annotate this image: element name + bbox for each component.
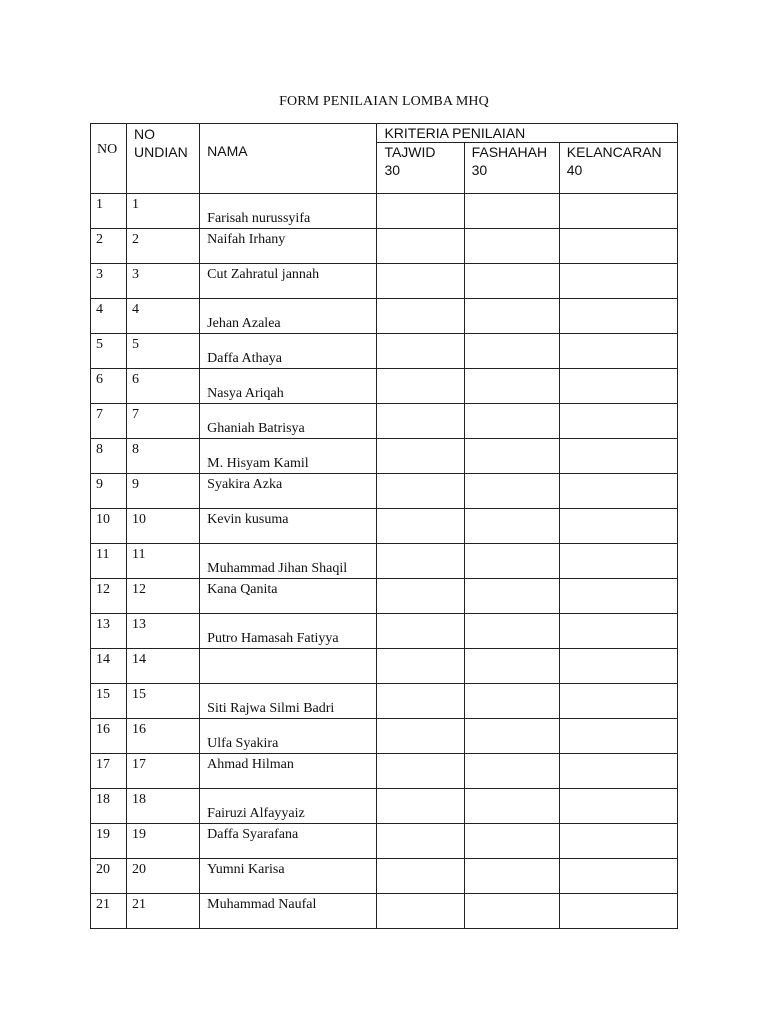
row-nama-cell [200, 719, 377, 754]
row-nama-cell [200, 439, 377, 474]
row-undian: 1 [132, 197, 140, 212]
row-undian: 7 [132, 407, 140, 422]
row-no: 21 [96, 897, 110, 912]
page-title: FORM PENILAIAN LOMBA MHQ [279, 94, 489, 109]
row-nama: Putro Hamasah Fatiyya [207, 631, 339, 646]
score-cell-tajwid[interactable] [377, 824, 464, 859]
row-undian-cell [127, 369, 200, 404]
row-undian: 12 [132, 582, 147, 597]
header-no [91, 124, 127, 194]
header-nama [200, 124, 377, 194]
score-cell-fashahah[interactable] [464, 334, 559, 369]
row-undian-cell [127, 579, 200, 614]
score-cell-tajwid[interactable] [377, 649, 464, 684]
row-no: 8 [96, 442, 103, 457]
header-fashahah-max: 30 [471, 162, 488, 178]
table-row [91, 614, 678, 649]
table-row [91, 334, 678, 369]
row-no: 11 [96, 547, 110, 562]
score-cell-fashahah[interactable] [464, 474, 559, 509]
score-cell-kelancaran[interactable] [559, 334, 677, 369]
row-no-cell [91, 544, 127, 579]
row-no: 18 [96, 792, 110, 807]
row-nama-cell [200, 264, 377, 299]
header-kelancaran-max: 40 [566, 162, 583, 178]
row-nama: Cut Zahratul jannah [207, 267, 320, 282]
header-fashahah [464, 143, 559, 194]
score-cell-fashahah[interactable] [464, 509, 559, 544]
row-undian: 21 [132, 897, 147, 912]
row-undian-cell [127, 859, 200, 894]
row-no-cell [91, 894, 127, 929]
header-kelancaran [559, 143, 677, 194]
table-row [91, 894, 678, 929]
score-cell-kelancaran[interactable] [559, 754, 677, 789]
row-nama: Farisah nurussyifa [207, 211, 311, 226]
row-nama-cell [200, 404, 377, 439]
row-nama-cell [200, 334, 377, 369]
score-cell-tajwid[interactable] [377, 334, 464, 369]
row-nama: Nasya Ariqah [207, 386, 284, 401]
table-body [91, 194, 678, 929]
row-nama: Ahmad Hilman [207, 757, 294, 772]
score-cell-kelancaran[interactable] [559, 684, 677, 719]
score-cell-tajwid[interactable] [377, 614, 464, 649]
row-nama-cell [200, 754, 377, 789]
score-cell-fashahah[interactable] [464, 229, 559, 264]
score-cell-kelancaran[interactable] [559, 509, 677, 544]
row-no: 19 [96, 827, 110, 842]
score-cell-kelancaran[interactable] [559, 264, 677, 299]
row-no: 7 [96, 407, 103, 422]
score-cell-kelancaran[interactable] [559, 544, 677, 579]
score-cell-fashahah[interactable] [464, 579, 559, 614]
row-no-cell [91, 474, 127, 509]
score-cell-tajwid[interactable] [377, 579, 464, 614]
row-undian-cell [127, 404, 200, 439]
table-row [91, 229, 678, 264]
score-cell-kelancaran[interactable] [559, 474, 677, 509]
score-cell-kelancaran[interactable] [559, 614, 677, 649]
row-no: 2 [96, 232, 103, 247]
row-no-cell [91, 264, 127, 299]
header-tajwid-label: TAJWID [384, 144, 436, 160]
header-kriteria [377, 124, 678, 143]
row-undian: 3 [132, 267, 140, 282]
table-row [91, 859, 678, 894]
row-no-cell [91, 369, 127, 404]
row-no-cell [91, 754, 127, 789]
row-nama: Siti Rajwa Silmi Badri [207, 701, 335, 716]
row-nama: Kevin kusuma [207, 512, 289, 527]
header-kriteria-label: KRITERIA PENILAIAN [384, 125, 526, 141]
score-cell-tajwid[interactable] [377, 229, 464, 264]
row-nama-cell [200, 894, 377, 929]
row-nama-cell [200, 509, 377, 544]
score-cell-fashahah[interactable] [464, 824, 559, 859]
row-no: 4 [96, 302, 103, 317]
row-nama: Fairuzi Alfayyaiz [207, 806, 305, 821]
row-undian-cell [127, 439, 200, 474]
row-undian: 16 [132, 722, 147, 737]
score-cell-fashahah[interactable] [464, 194, 559, 229]
row-nama: Naifah Irhany [207, 232, 286, 247]
score-cell-tajwid[interactable] [377, 789, 464, 824]
row-undian-cell [127, 299, 200, 334]
row-undian: 11 [132, 547, 146, 562]
score-cell-tajwid[interactable] [377, 194, 464, 229]
row-no: 5 [96, 337, 103, 352]
row-undian: 6 [132, 372, 140, 387]
score-cell-tajwid[interactable] [377, 544, 464, 579]
score-cell-fashahah[interactable] [464, 789, 559, 824]
score-cell-kelancaran[interactable] [559, 859, 677, 894]
row-nama-cell [200, 474, 377, 509]
table-row [91, 789, 678, 824]
table-row [91, 579, 678, 614]
table-row [91, 544, 678, 579]
row-nama: Kana Qanita [207, 582, 278, 597]
table-row [91, 299, 678, 334]
row-undian-cell [127, 229, 200, 264]
row-no: 16 [96, 722, 110, 737]
score-cell-fashahah[interactable] [464, 369, 559, 404]
row-nama: Muhammad Naufal [207, 897, 317, 912]
row-undian-cell [127, 719, 200, 754]
table-row [91, 439, 678, 474]
row-undian: 19 [132, 827, 147, 842]
table-row [91, 404, 678, 439]
score-cell-fashahah[interactable] [464, 614, 559, 649]
row-no: 15 [96, 687, 110, 702]
row-undian-cell [127, 544, 200, 579]
row-undian-cell [127, 684, 200, 719]
row-undian: 14 [132, 652, 147, 667]
score-cell-kelancaran[interactable] [559, 649, 677, 684]
row-undian: 10 [132, 512, 147, 527]
row-undian-cell [127, 474, 200, 509]
row-no-cell [91, 439, 127, 474]
row-undian: 5 [132, 337, 140, 352]
row-nama-cell [200, 614, 377, 649]
table-row [91, 684, 678, 719]
row-nama-cell [200, 194, 377, 229]
row-undian: 4 [132, 302, 140, 317]
row-no: 9 [96, 477, 103, 492]
table-row [91, 264, 678, 299]
score-cell-kelancaran[interactable] [559, 299, 677, 334]
row-nama-cell [200, 229, 377, 264]
row-undian: 18 [132, 792, 147, 807]
score-cell-tajwid[interactable] [377, 859, 464, 894]
header-tajwid [377, 143, 464, 194]
row-no: 6 [96, 372, 103, 387]
row-undian: 17 [132, 757, 147, 772]
score-cell-kelancaran[interactable] [559, 439, 677, 474]
row-undian: 2 [132, 232, 140, 247]
score-cell-fashahah[interactable] [464, 894, 559, 929]
score-cell-kelancaran[interactable] [559, 369, 677, 404]
score-cell-tajwid[interactable] [377, 509, 464, 544]
row-nama-cell [200, 789, 377, 824]
row-undian-cell [127, 509, 200, 544]
row-undian-cell [127, 614, 200, 649]
row-undian-cell [127, 824, 200, 859]
row-nama: Ulfa Syakira [207, 736, 279, 751]
row-nama-cell [200, 579, 377, 614]
row-no-cell [91, 614, 127, 649]
row-nama-cell [200, 544, 377, 579]
row-nama: Muhammad Jihan Shaqil [207, 561, 348, 576]
row-no: 17 [96, 757, 110, 772]
score-cell-kelancaran[interactable] [559, 579, 677, 614]
score-cell-tajwid[interactable] [377, 369, 464, 404]
row-nama: M. Hisyam Kamil [207, 456, 309, 471]
score-cell-tajwid[interactable] [377, 404, 464, 439]
row-no-cell [91, 229, 127, 264]
row-no-cell [91, 194, 127, 229]
table-row [91, 194, 678, 229]
score-cell-tajwid[interactable] [377, 439, 464, 474]
row-undian-cell [127, 194, 200, 229]
header-fashahah-label: FASHAHAH [471, 144, 548, 160]
row-no-cell [91, 579, 127, 614]
row-undian: 8 [132, 442, 140, 457]
score-cell-fashahah[interactable] [464, 404, 559, 439]
score-cell-fashahah[interactable] [464, 649, 559, 684]
score-cell-tajwid[interactable] [377, 264, 464, 299]
row-no-cell [91, 824, 127, 859]
row-undian-cell [127, 264, 200, 299]
row-no: 20 [96, 862, 110, 877]
score-cell-kelancaran[interactable] [559, 894, 677, 929]
row-nama: Syakira Azka [207, 477, 283, 492]
table-row [91, 824, 678, 859]
row-no: 13 [96, 617, 110, 632]
row-nama: Jehan Azalea [207, 316, 281, 331]
header-kelancaran-label: KELANCARAN [566, 144, 662, 160]
score-cell-kelancaran[interactable] [559, 824, 677, 859]
score-cell-tajwid[interactable] [377, 299, 464, 334]
row-no: 14 [96, 652, 110, 667]
header-nama-label: NAMA [207, 143, 248, 159]
row-undian-cell [127, 789, 200, 824]
score-table [90, 123, 678, 929]
score-cell-fashahah[interactable] [464, 754, 559, 789]
score-cell-kelancaran[interactable] [559, 404, 677, 439]
row-no-cell [91, 509, 127, 544]
row-nama: Daffa Athaya [207, 351, 282, 366]
score-cell-tajwid[interactable] [377, 684, 464, 719]
header-row [91, 124, 678, 143]
row-undian: 13 [132, 617, 147, 632]
table-row [91, 369, 678, 404]
score-cell-tajwid[interactable] [377, 719, 464, 754]
row-no: 10 [96, 512, 110, 527]
header-no-undian [127, 124, 200, 194]
row-no-cell [91, 719, 127, 754]
score-cell-kelancaran[interactable] [559, 719, 677, 754]
row-no: 1 [96, 197, 103, 212]
row-nama-cell [200, 299, 377, 334]
row-no: 3 [96, 267, 103, 282]
row-undian-cell [127, 894, 200, 929]
score-cell-fashahah[interactable] [464, 684, 559, 719]
row-nama: Ghaniah Batrisya [207, 421, 305, 436]
row-nama-cell [200, 369, 377, 404]
score-cell-fashahah[interactable] [464, 859, 559, 894]
row-no-cell [91, 299, 127, 334]
row-no: 12 [96, 582, 110, 597]
score-cell-fashahah[interactable] [464, 439, 559, 474]
header-no-undian-line2: UNDIAN [134, 144, 188, 160]
row-no-cell [91, 649, 127, 684]
table-row [91, 474, 678, 509]
row-undian-cell [127, 754, 200, 789]
score-cell-kelancaran[interactable] [559, 229, 677, 264]
score-cell-fashahah[interactable] [464, 264, 559, 299]
row-undian: 9 [132, 477, 140, 492]
row-no-cell [91, 789, 127, 824]
row-undian: 20 [132, 862, 147, 877]
score-cell-tajwid[interactable] [377, 894, 464, 929]
row-no-cell [91, 404, 127, 439]
table-row [91, 754, 678, 789]
row-no-cell [91, 684, 127, 719]
header-no-label: NO [97, 142, 118, 157]
score-cell-fashahah[interactable] [464, 719, 559, 754]
score-cell-tajwid[interactable] [377, 754, 464, 789]
row-no-cell [91, 859, 127, 894]
row-undian-cell [127, 334, 200, 369]
score-cell-tajwid[interactable] [377, 474, 464, 509]
header-no-undian-line1: NO [134, 126, 156, 142]
score-cell-fashahah[interactable] [464, 299, 559, 334]
header-tajwid-max: 30 [384, 162, 401, 178]
row-nama-cell [200, 824, 377, 859]
score-cell-kelancaran[interactable] [559, 789, 677, 824]
row-nama-cell [200, 649, 377, 684]
score-cell-kelancaran[interactable] [559, 194, 677, 229]
row-undian: 15 [132, 687, 147, 702]
row-nama: Daffa Syarafana [207, 827, 299, 842]
row-nama-cell [200, 859, 377, 894]
table-row [91, 509, 678, 544]
row-no-cell [91, 334, 127, 369]
table-row [91, 719, 678, 754]
row-nama: Yumni Karisa [207, 862, 285, 877]
row-nama-cell [200, 684, 377, 719]
score-cell-fashahah[interactable] [464, 544, 559, 579]
table-row [91, 649, 678, 684]
row-undian-cell [127, 649, 200, 684]
